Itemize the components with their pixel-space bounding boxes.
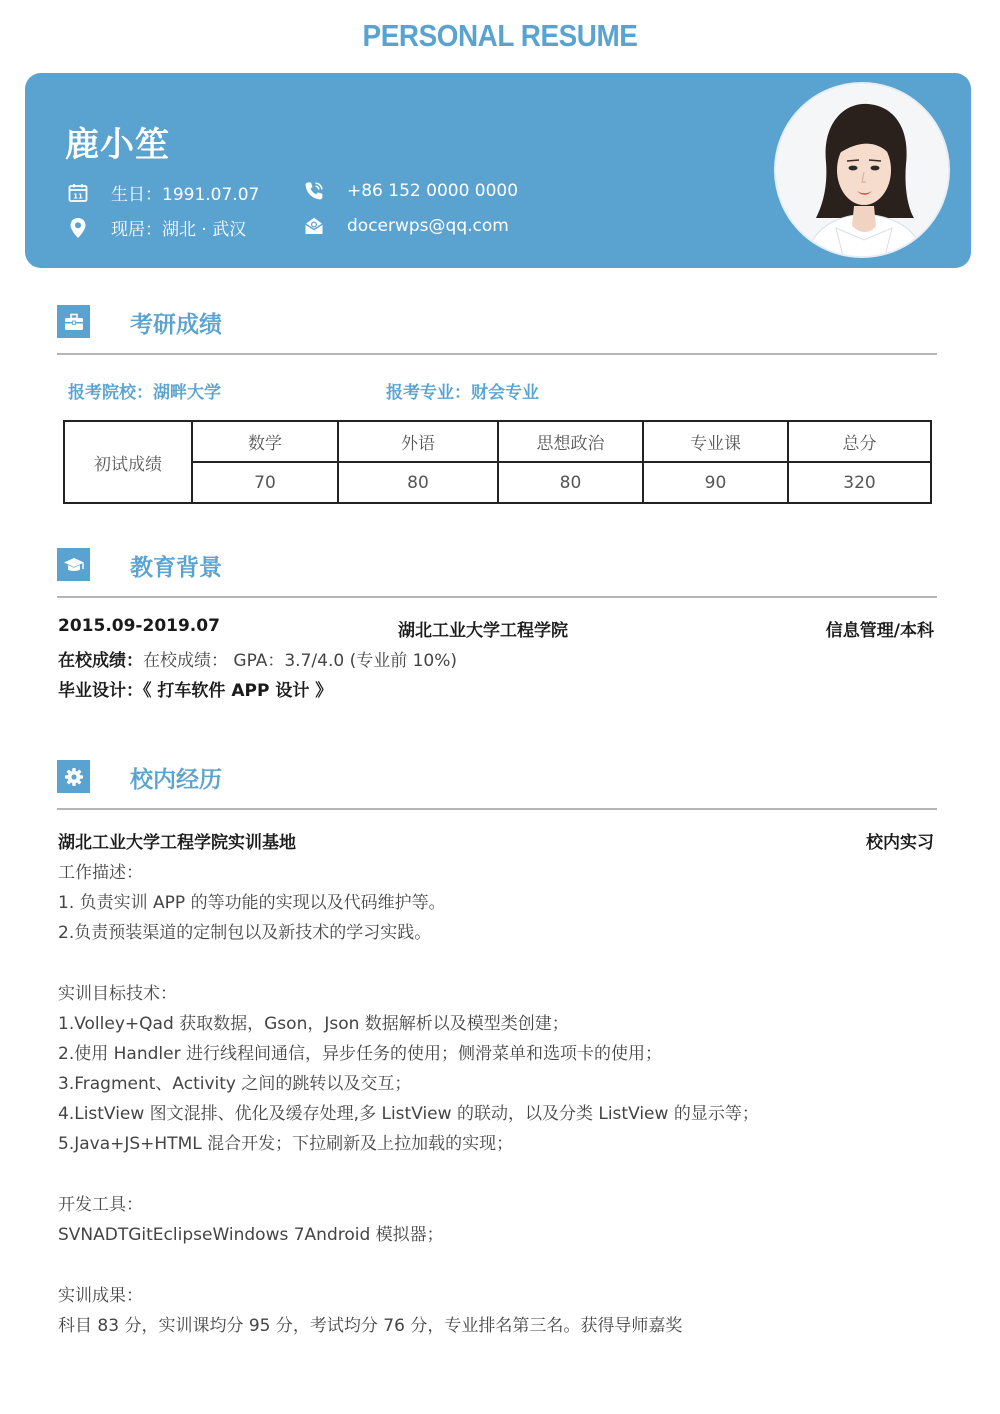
- campus-line: 2.负责预装渠道的定制包以及新技术的学习实践。: [58, 923, 432, 943]
- exam-section-header: [57, 305, 937, 355]
- campus-section-title: 校内经历: [130, 767, 222, 793]
- calendar-icon: [67, 182, 89, 204]
- city-text: 现居：湖北 · 武汉: [111, 220, 247, 240]
- phone-icon: [303, 180, 325, 202]
- table-header-cell: 思想政治: [498, 421, 643, 462]
- profile-photo: [774, 82, 950, 258]
- applied-major: 报考专业：财会专业: [386, 383, 539, 403]
- table-header-cell: 数学: [192, 421, 338, 462]
- campus-line: 1.Volley+Qad 获取数据，Gson，Json 数据解析以及模型类创建；: [58, 1014, 569, 1034]
- table-header-cell: 专业课: [643, 421, 788, 462]
- campus-line: 5.Java+JS+HTML 混合开发；下拉刷新及上拉加载的实现；: [58, 1134, 514, 1154]
- grades-value: 在校成绩： GPA：3.7/4.0 (专业前 10%): [143, 651, 458, 671]
- campus-type: 校内实习: [866, 833, 934, 853]
- phone-text: +86 152 0000 0000: [347, 181, 519, 201]
- phone-info: [303, 180, 518, 202]
- score-table: [63, 420, 932, 504]
- campus-line: 实训成果：: [58, 1286, 143, 1306]
- campus-line: 4.ListView 图文混排、优化及缓存处理,多 ListView 的联动，以及分类 ListView 的显示等；: [58, 1104, 759, 1124]
- table-header-cell: 总分: [788, 421, 931, 462]
- score-cell: 90: [643, 462, 788, 503]
- thesis-value: 《 打车软件 APP 设计 》: [143, 681, 333, 701]
- score-cell: 320: [788, 462, 931, 503]
- grades-label: 在校成绩：: [58, 651, 143, 671]
- email-text: docerwps@qq.com: [347, 216, 509, 236]
- score-cell: 70: [192, 462, 338, 503]
- education-thesis: [58, 676, 332, 701]
- score-row-label: 初试成绩: [64, 421, 192, 503]
- education-section-header: [57, 548, 937, 598]
- campus-line: SVNADTGitEclipseWindows 7Android 模拟器；: [58, 1225, 444, 1245]
- email-info: [303, 215, 509, 237]
- education-school: 湖北工业大学工程学院: [398, 621, 568, 641]
- score-cell: 80: [338, 462, 498, 503]
- campus-line: 工作描述：: [58, 863, 143, 883]
- birth-info: [67, 180, 259, 205]
- svg-text:11: 11: [73, 192, 83, 200]
- campus-line: 实训目标技术：: [58, 984, 177, 1004]
- document-title: PERSONAL RESUME: [362, 18, 638, 53]
- campus-line: 3.Fragment、Activity 之间的跳转以及交互；: [58, 1074, 412, 1094]
- campus-section-header: [57, 760, 937, 810]
- table-row: [64, 462, 931, 503]
- education-grades: [58, 646, 457, 671]
- education-degree: 信息管理/本科: [825, 621, 934, 641]
- email-icon: [303, 215, 325, 237]
- location-icon: [67, 217, 89, 239]
- campus-organization: 湖北工业大学工程学院实训基地: [58, 833, 296, 853]
- birth-text: 生日：1991.07.07: [111, 185, 260, 205]
- campus-line: 1. 负责实训 APP 的等功能的实现以及代码维护等。: [58, 893, 446, 913]
- education-section-title: 教育背景: [130, 555, 222, 581]
- applied-school: 报考院校：湖畔大学: [68, 383, 221, 403]
- education-period: 2015.09-2019.07: [58, 616, 220, 636]
- thesis-label: 毕业设计：: [58, 681, 143, 701]
- briefcase-icon: [57, 305, 90, 338]
- gear-icon: [57, 760, 90, 793]
- exam-section-title: 考研成绩: [130, 312, 222, 338]
- graduation-cap-icon: [57, 548, 90, 581]
- candidate-name: 鹿小笙: [65, 125, 170, 165]
- table-header-cell: 外语: [338, 421, 498, 462]
- profile-header: [25, 73, 971, 268]
- score-cell: 80: [498, 462, 643, 503]
- campus-line: 2.使用 Handler 进行线程间通信，异步任务的使用；侧滑菜单和选项卡的使用；: [58, 1044, 662, 1064]
- table-row: [64, 421, 931, 462]
- campus-line: 科目 83 分，实训课均分 95 分，考试均分 76 分，专业排名第三名。获得导师嘉奖: [58, 1316, 683, 1336]
- campus-line: 开发工具：: [58, 1195, 143, 1215]
- city-info: [67, 215, 246, 240]
